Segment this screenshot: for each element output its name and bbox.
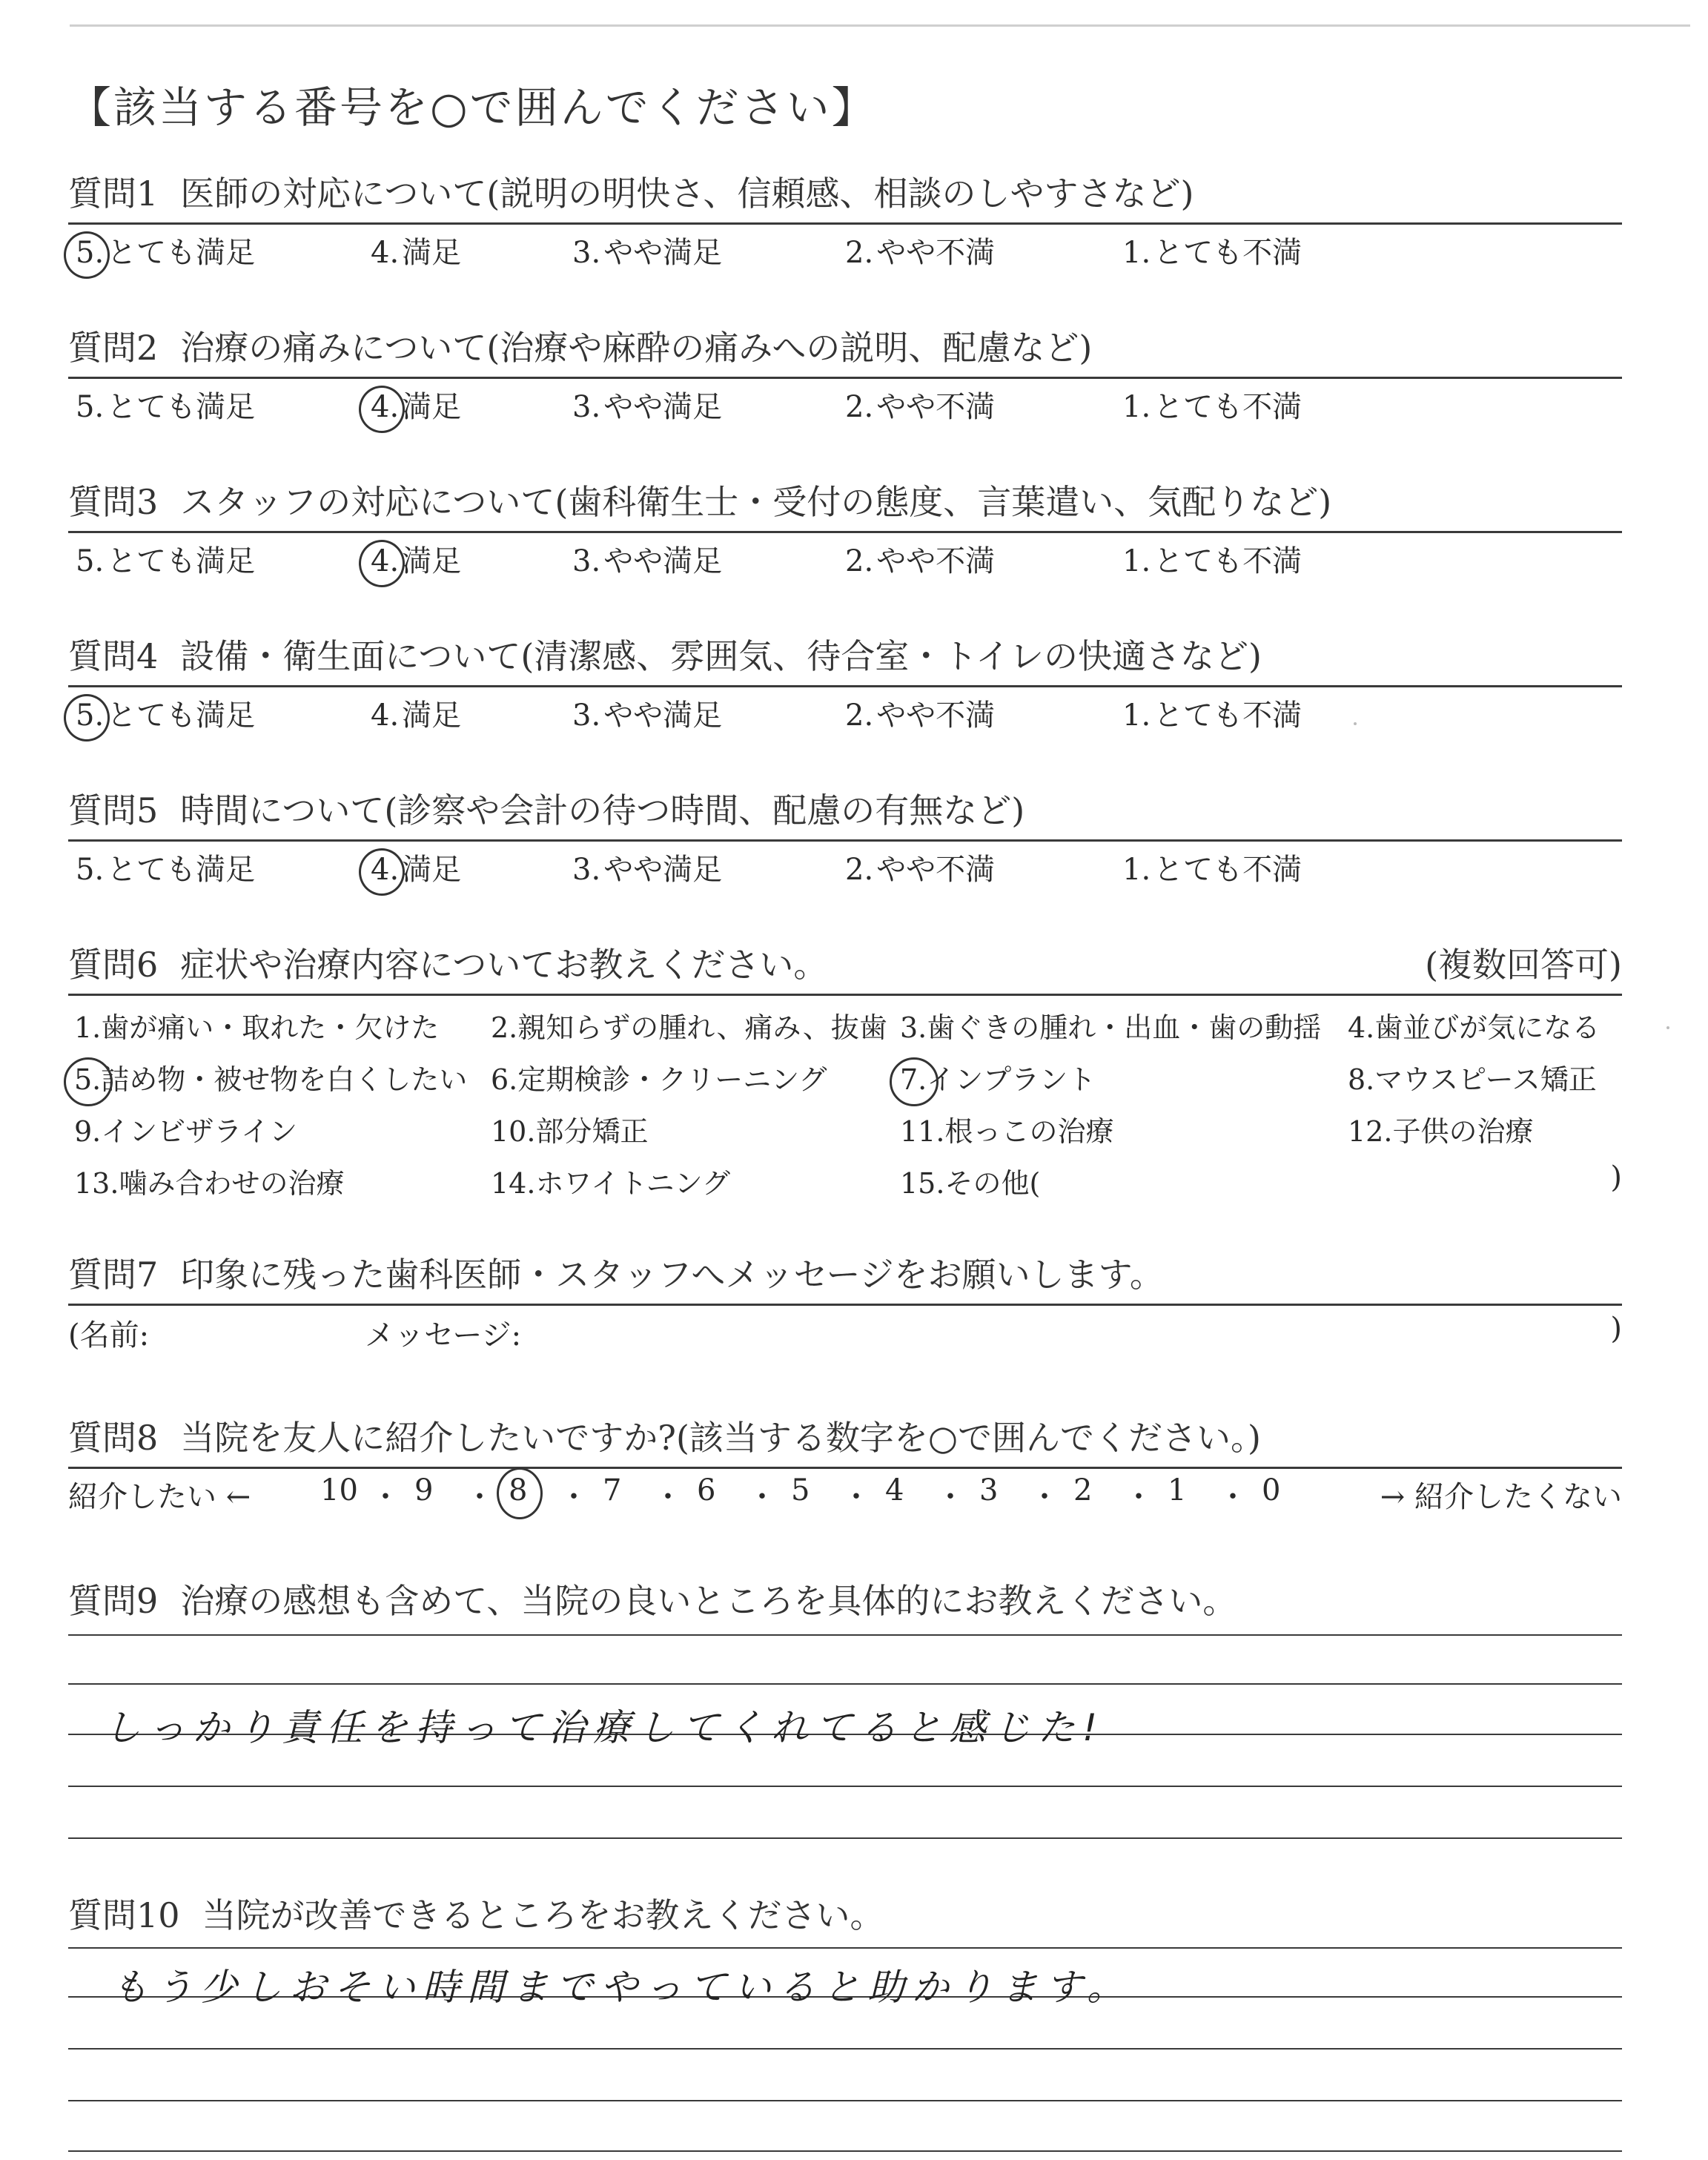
scale-value[interactable]: 8 — [509, 1473, 528, 1507]
option-number: 5. — [76, 853, 105, 887]
scale-separator: ・ — [465, 1480, 494, 1514]
scale-value[interactable]: 0 — [1262, 1473, 1281, 1507]
question-4 — [68, 633, 1622, 739]
option-label: マウスピース矯正 — [1374, 1063, 1597, 1096]
recommend-right-label: → 紹介したくない — [1380, 1480, 1622, 1514]
rating-option[interactable] — [842, 846, 995, 888]
option-label: とても不満 — [1153, 853, 1302, 887]
option-label: やや不満 — [876, 853, 996, 887]
question-text: 医師の対応について(説明の明快さ、信頼感、相談のしやすさなど) — [180, 174, 1194, 214]
option-label: やや満足 — [603, 390, 723, 424]
q9-handwritten-answer: しっかり責任を持って治療してくれてると感じた! — [104, 1706, 1105, 1749]
option-number: 2. — [845, 698, 874, 733]
question-8 — [68, 1415, 1622, 1521]
question-number: 質問6 — [68, 945, 159, 985]
rating-option[interactable] — [1119, 846, 1302, 888]
option-number: 1. — [1122, 236, 1151, 270]
rating-option[interactable] — [73, 229, 255, 271]
recommend-scale — [68, 1469, 1622, 1521]
option-number: 4. — [368, 853, 402, 887]
option-label: やや満足 — [603, 698, 723, 733]
option-number: 2. — [845, 544, 874, 578]
answer-line — [68, 1837, 1622, 1839]
scale-separator: ・ — [1124, 1480, 1153, 1514]
option-number: 3. — [572, 236, 601, 270]
q10-handwritten-answer: もう少しおそい時間までやっていると助かります。 — [111, 1966, 1131, 2009]
question-number: 質問5 — [68, 790, 159, 830]
option-number: 6. — [491, 1063, 518, 1096]
close-paren: ) — [1610, 1312, 1622, 1346]
question-text: 設備・衛生面について(清潔感、雰囲気、待合室・トイレの快適さなど) — [180, 636, 1262, 676]
question-3 — [68, 479, 1622, 585]
option-label: 歯ぐきの腫れ・出血・歯の動揺 — [927, 1011, 1322, 1044]
rating-option[interactable] — [569, 692, 722, 734]
question-5 — [68, 787, 1622, 894]
option-number: 5. — [73, 236, 107, 270]
question-number: 質問2 — [68, 328, 159, 368]
multiple-answer-note: (複数回答可) — [1425, 945, 1622, 985]
rating-option[interactable] — [842, 383, 995, 426]
option-label: とても不満 — [1153, 698, 1302, 733]
rating-option[interactable] — [1119, 538, 1302, 580]
q6-options — [68, 996, 1622, 1218]
question-2 — [68, 325, 1622, 431]
option-label: やや不満 — [876, 390, 996, 424]
option-number: 9. — [74, 1115, 102, 1148]
rating-option[interactable] — [1119, 383, 1302, 426]
option-number: 5. — [76, 390, 105, 424]
question-text: スタッフの対応について(歯科衛生士・受付の態度、言葉遣い、気配りなど) — [180, 482, 1332, 522]
scale-separator: ・ — [841, 1480, 871, 1514]
question-10 — [68, 1892, 1622, 1938]
rating-option[interactable] — [1119, 229, 1302, 271]
option-label: 満足 — [402, 853, 462, 887]
symptom-option[interactable] — [491, 1109, 648, 1149]
option-label: やや満足 — [603, 236, 723, 270]
option-number: 4. — [368, 544, 402, 578]
option-label: 定期検診・クリーニング — [517, 1063, 827, 1096]
question-number: 質問9 — [68, 1581, 159, 1621]
scale-separator: ・ — [1218, 1480, 1248, 1514]
option-label: 満足 — [402, 698, 462, 733]
option-label: やや不満 — [876, 544, 996, 578]
question-text: 時間について(診察や会計の待つ時間、配慮の有無など) — [180, 790, 1025, 830]
option-number: 8. — [1348, 1063, 1375, 1096]
option-label: とても不満 — [1153, 544, 1302, 578]
option-number: 1. — [74, 1011, 102, 1044]
rating-option[interactable] — [569, 229, 722, 271]
option-number: 14. — [491, 1167, 536, 1200]
symptom-option[interactable] — [900, 1005, 1321, 1046]
option-label: 満足 — [402, 390, 462, 424]
question-text: 治療の痛みについて(治療や麻酔の痛みへの説明、配慮など) — [180, 328, 1093, 368]
option-number: 4. — [1348, 1011, 1375, 1044]
option-label: 子供の治療 — [1392, 1115, 1534, 1148]
option-number: 1. — [1122, 390, 1151, 424]
rating-option[interactable] — [569, 846, 722, 888]
answer-line — [68, 1683, 1622, 1685]
symptom-option[interactable] — [74, 1005, 439, 1046]
scale-value[interactable]: 2 — [1073, 1473, 1093, 1507]
option-number: 3. — [572, 390, 601, 424]
scale-value[interactable]: 6 — [697, 1473, 716, 1507]
option-number: 3. — [900, 1011, 927, 1044]
rating-option[interactable] — [569, 383, 722, 426]
option-number: 2. — [845, 236, 874, 270]
message-label: メッセージ: — [365, 1318, 522, 1353]
rating-option[interactable] — [73, 538, 255, 580]
rating-option[interactable] — [842, 229, 995, 271]
symptom-option[interactable] — [491, 1057, 827, 1097]
answer-line — [68, 1634, 1622, 1636]
rating-options — [68, 842, 1622, 894]
question-9 — [68, 1578, 1622, 1624]
question-number: 質問4 — [68, 636, 159, 676]
question-number: 質問8 — [68, 1418, 159, 1458]
symptom-option[interactable] — [491, 1160, 730, 1201]
option-label: やや不満 — [876, 236, 996, 270]
question-number: 質問10 — [68, 1895, 180, 1935]
close-paren: ) — [1610, 1160, 1622, 1195]
option-label: インビザライン — [101, 1115, 298, 1148]
option-label: 満足 — [402, 544, 462, 578]
answer-line — [68, 2100, 1622, 2101]
rating-option[interactable] — [73, 383, 255, 426]
option-label: 歯が痛い・取れた・欠けた — [101, 1011, 440, 1044]
option-number: 1. — [1122, 853, 1151, 887]
rating-options — [68, 687, 1622, 739]
rating-option[interactable] — [842, 538, 995, 580]
option-number: 15. — [900, 1167, 945, 1200]
question-text: 当院を友人に紹介したいですか?(該当する数字を○で囲んでください。) — [180, 1418, 1261, 1458]
option-number: 3. — [572, 544, 601, 578]
question-6 — [68, 942, 1622, 1218]
answer-line — [68, 2048, 1622, 2050]
option-label: やや満足 — [603, 853, 723, 887]
scale-value[interactable]: 3 — [979, 1473, 999, 1507]
rating-options — [68, 533, 1622, 585]
option-number: 4. — [371, 698, 400, 733]
option-label: とても満足 — [107, 236, 256, 270]
option-label: 部分矯正 — [535, 1115, 649, 1148]
scale-value[interactable]: 1 — [1168, 1473, 1187, 1507]
question-1 — [68, 171, 1622, 277]
question-text: 症状や治療内容についてお教えください。 — [180, 945, 828, 985]
option-label: インプラント — [927, 1063, 1096, 1096]
name-label: (名前: — [68, 1318, 150, 1353]
symptom-option[interactable] — [1348, 1005, 1600, 1046]
question-text: 印象に残った歯科医師・スタッフへメッセージをお願いします。 — [180, 1255, 1164, 1295]
rating-option[interactable] — [73, 692, 255, 734]
scale-value[interactable]: 9 — [414, 1473, 434, 1507]
scale-value[interactable]: 4 — [885, 1473, 904, 1507]
question-7 — [68, 1252, 1622, 1358]
rating-option[interactable] — [1119, 692, 1302, 734]
symptom-option[interactable] — [900, 1057, 1096, 1097]
rating-option[interactable] — [368, 538, 461, 580]
symptom-option[interactable] — [74, 1160, 344, 1201]
answer-line — [68, 2150, 1622, 2152]
option-number: 2. — [845, 853, 874, 887]
scale-separator: ・ — [559, 1480, 589, 1514]
option-label: とても満足 — [107, 698, 256, 733]
option-number: 3. — [572, 698, 601, 733]
rating-option[interactable] — [368, 692, 461, 734]
option-label: 歯並びが気になる — [1374, 1011, 1601, 1044]
option-label: とても不満 — [1153, 236, 1302, 270]
rating-option[interactable] — [368, 229, 461, 271]
scale-value[interactable]: 5 — [791, 1473, 810, 1507]
option-number: 12. — [1348, 1115, 1393, 1148]
scale-value[interactable]: 10 — [320, 1473, 358, 1507]
rating-option[interactable] — [842, 692, 995, 734]
answer-line — [68, 1786, 1622, 1787]
option-number: 5. — [76, 544, 105, 578]
scale-separator: ・ — [371, 1480, 400, 1514]
question-text: 治療の感想も含めて、当院の良いところを具体的にお教えください。 — [180, 1581, 1237, 1621]
option-label: 満足 — [402, 236, 462, 270]
option-number: 4. — [368, 390, 402, 424]
rating-options — [68, 225, 1622, 277]
question-number: 質問7 — [68, 1255, 159, 1295]
symptom-option[interactable] — [74, 1109, 297, 1149]
symptom-option[interactable] — [1348, 1109, 1533, 1149]
option-label: やや満足 — [603, 544, 723, 578]
top-border — [70, 24, 1690, 27]
rating-options — [68, 379, 1622, 431]
question-number: 質問1 — [68, 174, 159, 214]
option-number: 5. — [73, 698, 107, 733]
scale-separator: ・ — [747, 1480, 777, 1514]
option-label: 噛み合わせの治療 — [119, 1167, 345, 1200]
option-label: 親知らずの腫れ、痛み、抜歯 — [517, 1011, 887, 1044]
rating-option[interactable] — [368, 846, 461, 888]
symptom-option[interactable] — [491, 1005, 887, 1046]
scale-separator: ・ — [1030, 1480, 1059, 1514]
option-label: とても満足 — [107, 390, 256, 424]
symptom-option[interactable] — [900, 1160, 1040, 1201]
option-number: 2. — [491, 1011, 518, 1044]
question-number: 質問3 — [68, 482, 159, 522]
symptom-option[interactable] — [1348, 1057, 1597, 1097]
option-number: 2. — [845, 390, 874, 424]
symptom-option[interactable] — [900, 1109, 1113, 1149]
option-label: とても満足 — [107, 544, 256, 578]
rating-option[interactable] — [73, 846, 255, 888]
option-label: やや不満 — [876, 698, 996, 733]
symptom-option[interactable] — [74, 1057, 467, 1097]
rating-option[interactable] — [368, 383, 461, 426]
option-number: 4. — [371, 236, 400, 270]
option-number: 11. — [900, 1115, 945, 1148]
option-number: 5. — [74, 1063, 102, 1096]
option-label: ホワイトニング — [535, 1167, 731, 1200]
answer-line — [68, 1947, 1622, 1949]
scale-separator: ・ — [653, 1480, 683, 1514]
page-title: 【該当する番号を○で囲んでください】 — [68, 82, 877, 133]
option-label: とても満足 — [107, 853, 256, 887]
option-number: 13. — [74, 1167, 119, 1200]
rating-option[interactable] — [569, 538, 722, 580]
option-label: その他( — [944, 1167, 1041, 1200]
option-number: 7. — [900, 1063, 927, 1096]
question-text: 当院が改善できるところをお教えください。 — [202, 1895, 884, 1935]
scale-value[interactable]: 7 — [603, 1473, 622, 1507]
option-label: 詰め物・被せ物を白くしたい — [101, 1063, 468, 1096]
option-number: 10. — [491, 1115, 536, 1148]
option-label: 根っこの治療 — [944, 1115, 1114, 1148]
option-number: 1. — [1122, 544, 1151, 578]
recommend-left-label: 紹介したい ← — [68, 1480, 251, 1514]
option-number: 3. — [572, 853, 601, 887]
scale-separator: ・ — [936, 1480, 965, 1514]
option-number: 1. — [1122, 698, 1151, 733]
option-label: とても不満 — [1153, 390, 1302, 424]
